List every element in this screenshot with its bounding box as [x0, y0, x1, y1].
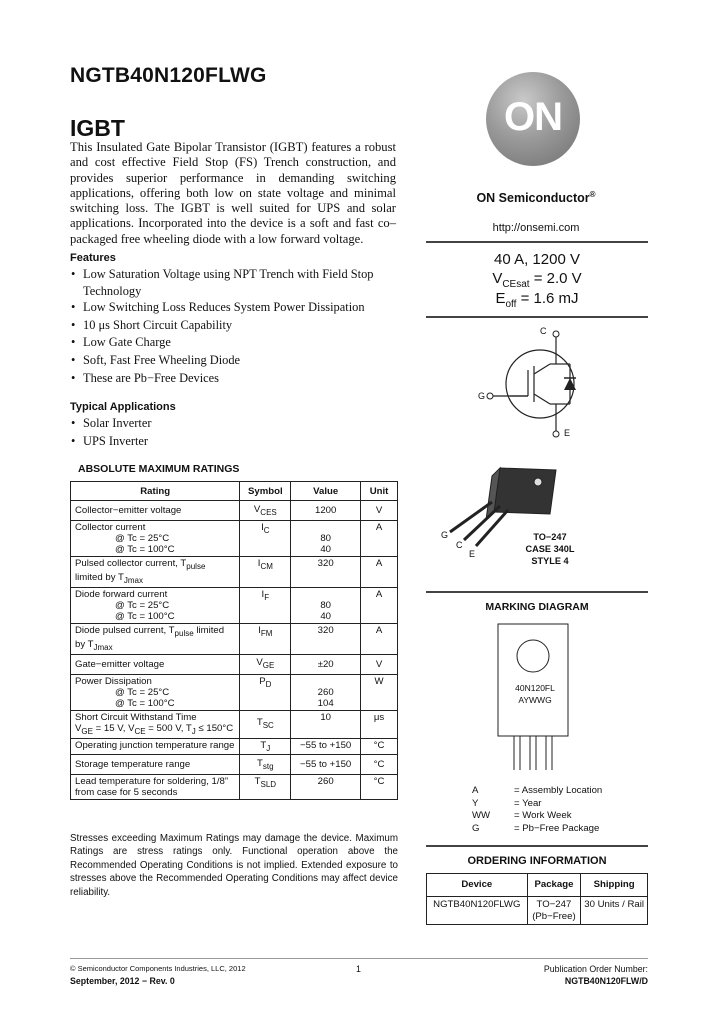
publication-number: NGTB40N120FLW/D — [564, 976, 648, 986]
brand-name: ON Semiconductor® — [476, 190, 596, 206]
divider — [426, 845, 648, 847]
header-rating: Rating — [71, 482, 240, 501]
spec-vcesat: $V_{CEsat} = 2.0$ V — [492, 270, 582, 290]
symbol-cell: $T_{stg}$ — [240, 755, 291, 775]
symbol-cell: $V_{CES}$ — [240, 501, 291, 521]
list-item: • These are Pb−Free Devices — [70, 370, 400, 388]
value-cell: 320 — [291, 623, 361, 654]
footer-divider — [70, 958, 648, 959]
value-cell: 260 104 — [291, 674, 361, 710]
copyright: © Semiconductor Components Industries, LLC, 2012 — [70, 964, 246, 973]
value-cell: 320 — [291, 557, 361, 588]
unit-cell: °C — [361, 775, 398, 800]
header-package: Package — [527, 874, 581, 897]
ordering-table — [426, 873, 648, 925]
rating-cell: Lead temperature for soldering, 1/8” from case for 5 seconds — [71, 775, 240, 800]
unit-cell: °C — [361, 738, 398, 755]
header-unit: Unit — [361, 482, 398, 501]
emitter-label: E — [564, 428, 571, 438]
unit-cell: μs — [361, 710, 398, 738]
symbol-cell: $I_C$ — [240, 521, 291, 557]
gate-label: G — [478, 391, 486, 401]
spec-current-voltage: 40 A, 1200 V — [494, 251, 580, 268]
applications-heading: Typical Applications — [70, 401, 176, 413]
list-item: • Soft, Fast Free Wheeling Diode — [70, 352, 400, 370]
package-caption: TO−247 CASE 340L STYLE 4 — [525, 532, 575, 566]
device-type-heading: IGBT — [70, 115, 125, 141]
header-shipping: Shipping — [581, 874, 648, 897]
list-item: • Solar Inverter — [70, 415, 400, 433]
table-header-row — [427, 874, 648, 897]
ratings-footnote: Stresses exceeding Maximum Ratings may damage the device. Maximum Ratings are stress ratings only. Functional operation above the Recommended Operating Conditions is not implied. Extended exposure to stresses above the Recommended Operating Conditions may affect device reliability. — [70, 833, 398, 898]
unit-cell: °C — [361, 755, 398, 775]
ratings-heading: ABSOLUTE MAXIMUM RATINGS — [78, 463, 240, 475]
list-item: • 10 μs Short Circuit Capability — [70, 317, 400, 335]
rating-cell: Pulsed collector current, $T_{pulse}$ limited by $T_{Jmax}$ — [71, 557, 240, 588]
features-list — [70, 266, 400, 388]
value-cell: 80 40 — [291, 587, 361, 623]
spec-eoff: $E_{off} = 1.6$ mJ — [495, 290, 579, 310]
table-row — [71, 623, 398, 654]
value-cell: −55 to +150 — [291, 738, 361, 755]
table-row — [427, 897, 648, 925]
legend-row: Y = Year — [472, 797, 542, 809]
website-link[interactable]: http://onsemi.com — [492, 222, 580, 234]
list-item: • Low Saturation Voltage using NPT Trench with Field Stop Technology — [70, 266, 400, 299]
marking-line-2: AYWWG — [518, 695, 552, 705]
intro-paragraph: This Insulated Gate Bipolar Transistor (IGBT) features a robust and cost effective Field Stop (FS) Trench construction, and provides superior performance in demanding switching applications, offering both low on state voltage and minimal switching loss. The IGBT is well suited for UPS and solar applications. Incorporated into the device is a soft and fast co–packaged free wheeling diode with a low forward voltage. — [70, 140, 396, 246]
unit-cell: W — [361, 674, 398, 710]
value-cell: 10 — [291, 710, 361, 738]
package-cell: TO−247 (Pb−Free) — [527, 897, 581, 925]
symbol-cell: $P_D$ — [240, 674, 291, 710]
value-cell: ±20 — [291, 654, 361, 674]
header-device: Device — [427, 874, 528, 897]
legend-row: A = Assembly Location — [472, 785, 603, 796]
absolute-max-ratings-table — [70, 481, 398, 800]
symbol-cell: $T_{SC}$ — [240, 710, 291, 738]
shipping-cell: 30 Units / Rail — [581, 897, 648, 925]
rating-cell: Diode pulsed current, $T_{pulse}$ limited by $T_{Jmax}$ — [71, 623, 240, 654]
rating-cell: Collector−emitter voltage — [71, 501, 240, 521]
table-row — [71, 654, 398, 674]
unit-cell: A — [361, 557, 398, 588]
list-item: • Low Switching Loss Reduces System Power Dissipation — [70, 299, 400, 317]
divider — [426, 241, 648, 243]
rating-cell: Gate−emitter voltage — [71, 654, 240, 674]
rating-cell: Diode forward current @ Tc = 25°C @ Tc = 100°C — [71, 587, 240, 623]
header-symbol: Symbol — [240, 482, 291, 501]
table-header-row — [71, 482, 398, 501]
table-row — [71, 501, 398, 521]
features-heading: Features — [70, 252, 116, 264]
table-row — [71, 755, 398, 775]
marking-diagram-title: MARKING DIAGRAM — [485, 601, 589, 613]
value-cell: 260 — [291, 775, 361, 800]
unit-cell: V — [361, 654, 398, 674]
header-value: Value — [291, 482, 361, 501]
table-row — [71, 674, 398, 710]
logo-text: ON — [504, 95, 562, 139]
unit-cell: A — [361, 623, 398, 654]
device-cell: NGTB40N120FLWG — [427, 897, 528, 925]
revision-date: September, 2012 − Rev. 0 — [70, 976, 175, 986]
rating-cell: Storage temperature range — [71, 755, 240, 775]
marking-legend — [472, 785, 602, 835]
marking-line-1: 40N120FL — [515, 683, 555, 693]
rating-cell: Power Dissipation @ Tc = 25°C @ Tc = 100°C — [71, 674, 240, 710]
table-row — [71, 557, 398, 588]
table-row — [71, 775, 398, 800]
symbol-cell: $I_{FM}$ — [240, 623, 291, 654]
symbol-cell: $I_{CM}$ — [240, 557, 291, 588]
collector-label: C — [540, 326, 547, 336]
rating-cell: Operating junction temperature range — [71, 738, 240, 755]
table-row — [71, 738, 398, 755]
table-row — [71, 521, 398, 557]
unit-cell: A — [361, 521, 398, 557]
table-row — [71, 587, 398, 623]
applications-list — [70, 415, 400, 451]
symbol-cell: $I_F$ — [240, 587, 291, 623]
part-number-title: NGTB40N120FLWG — [70, 64, 267, 87]
page-number: 1 — [356, 964, 361, 974]
legend-row: WW = Work Week — [472, 810, 572, 822]
legend-row: G = Pb−Free Package — [472, 822, 600, 834]
pin-g-label: G — [441, 530, 449, 540]
pin-e-label: E — [469, 549, 476, 559]
igbt-schematic — [480, 322, 590, 444]
publication-label: Publication Order Number: — [543, 964, 648, 974]
symbol-cell: $T_J$ — [240, 738, 291, 755]
unit-cell: A — [361, 587, 398, 623]
ordering-title: ORDERING INFORMATION — [467, 855, 607, 867]
list-item: • Low Gate Charge — [70, 334, 400, 352]
table-row — [71, 710, 398, 738]
value-cell: −55 to +150 — [291, 755, 361, 775]
divider — [426, 316, 648, 318]
symbol-cell: $V_{GE}$ — [240, 654, 291, 674]
list-item: • UPS Inverter — [70, 433, 400, 451]
value-cell: 80 40 — [291, 521, 361, 557]
rating-cell: Collector current @ Tc = 25°C @ Tc = 100°C — [71, 521, 240, 557]
symbol-cell: $T_{SLD}$ — [240, 775, 291, 800]
divider — [426, 591, 648, 593]
rating-cell: Short Circuit Withstand Time $V_{GE} = 15$ V, $V_{CE} = 500$ V, $T_J \le 150^\circ C$ — [71, 710, 240, 738]
pin-c-label: C — [456, 540, 463, 550]
value-cell: 1200 — [291, 501, 361, 521]
unit-cell: V — [361, 501, 398, 521]
